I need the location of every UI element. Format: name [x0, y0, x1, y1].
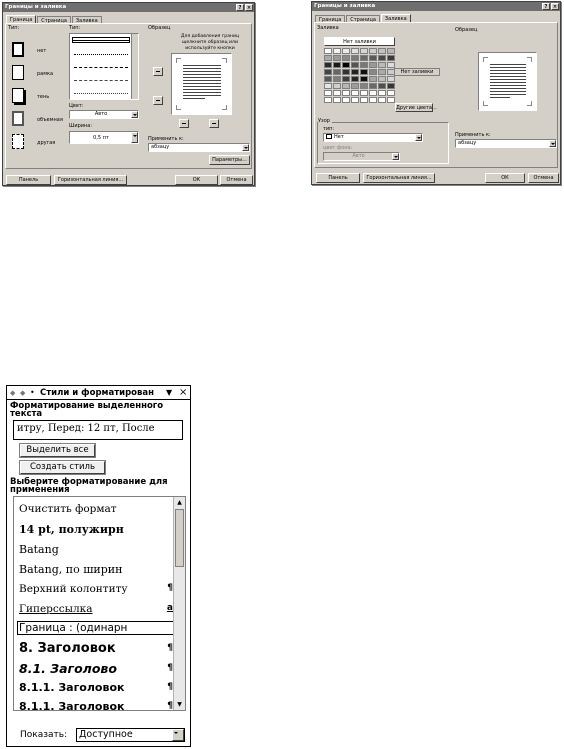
line-style-dotted[interactable]	[74, 54, 128, 55]
setting-custom-label[interactable]: другая	[37, 140, 56, 146]
chevron-down-icon[interactable]	[131, 111, 138, 118]
line-style-solid[interactable]	[72, 37, 130, 43]
cancel-button[interactable]: Отмена	[528, 173, 559, 183]
no-fill-button[interactable]: Нет заливки	[324, 37, 395, 46]
show-select[interactable]	[76, 728, 185, 742]
style-item-clear[interactable]: Очистить формат	[19, 503, 117, 515]
style-item-batang[interactable]: Batang	[19, 543, 59, 556]
borders-dialog-title: Границы и заливка	[5, 4, 67, 10]
style-item-header[interactable]: Верхний колонтиту	[19, 583, 128, 595]
selected-format-box[interactable]	[13, 420, 183, 440]
color-select-value: Авто	[94, 111, 108, 117]
tab-shading[interactable]: Заливка	[72, 16, 102, 24]
setting-box-icon[interactable]	[12, 65, 24, 80]
pattern-type-label: тип:	[323, 126, 335, 132]
width-select[interactable]	[69, 131, 139, 144]
chevron-down-icon	[392, 153, 399, 160]
preview-text-lines	[183, 65, 221, 101]
chevron-down-icon[interactable]	[415, 134, 422, 141]
ok-button[interactable]: ОК	[175, 175, 218, 185]
chevron-down-icon[interactable]	[131, 132, 138, 143]
line-style-scrollbar[interactable]	[131, 34, 138, 99]
setting-custom-icon[interactable]	[12, 134, 24, 149]
apply-to-label: Применить к:	[148, 136, 184, 142]
toolbar-button[interactable]: Панель	[316, 173, 360, 183]
style-item-border[interactable]: Граница : (одинарн	[17, 621, 175, 635]
shading-dialog-titlebar	[312, 2, 560, 11]
preview-corner-br	[527, 101, 532, 106]
horizontal-line-button[interactable]: Горизонтальная линия...	[363, 173, 435, 183]
close-button[interactable]: ×	[552, 4, 558, 10]
fill-color-grid[interactable]	[324, 48, 395, 103]
cancel-button[interactable]: Отмена	[220, 175, 253, 185]
style-item-heading-8[interactable]: 8. Заголовок	[19, 641, 116, 656]
color-select[interactable]	[69, 110, 139, 119]
setting-none-label[interactable]: нет	[37, 48, 47, 54]
apply-to-label: Применить к:	[455, 132, 491, 138]
style-item-heading-8-1-1-b[interactable]: 8.1.1. Заголовок	[19, 700, 125, 711]
task-pane-title: Стили и форматирован	[40, 388, 155, 398]
apply-to-value: абзацу	[151, 144, 170, 150]
pattern-type-select[interactable]	[323, 133, 423, 142]
close-button[interactable]: ×	[246, 5, 252, 11]
setting-none-icon[interactable]	[12, 42, 24, 57]
selected-format-value: итру, Перед: 12 пт, После	[17, 423, 155, 434]
preview-corner-bl	[176, 105, 181, 110]
width-label: Ширина:	[69, 123, 93, 129]
new-style-button[interactable]: Создать стиль	[20, 461, 105, 474]
scroll-thumb[interactable]	[175, 509, 184, 567]
tab-shading[interactable]: Заливка	[381, 14, 411, 23]
style-item-14pt-bold[interactable]: 14 pt, полужирн	[19, 523, 124, 536]
preview-corner-tr	[222, 58, 227, 63]
setting-3d-icon[interactable]	[12, 111, 24, 126]
scroll-down-arrow-icon[interactable]: ▼	[177, 701, 182, 708]
paragraph-mark-icon: ¶	[167, 701, 173, 711]
preview-corner-tl	[483, 57, 488, 62]
borders-dialog	[2, 2, 255, 186]
apply-to-value: абзацу	[458, 140, 477, 146]
paragraph-mark-icon: ¶	[167, 682, 173, 692]
pattern-type-value: Нет	[334, 134, 344, 140]
setting-shadow-icon[interactable]	[12, 88, 24, 103]
setting-box-label[interactable]: рамка	[37, 71, 54, 77]
chevron-down-icon[interactable]	[549, 140, 556, 147]
top-border-button[interactable]	[153, 67, 163, 76]
preview-area[interactable]	[171, 53, 232, 115]
paragraph-mark-icon: ¶	[167, 643, 173, 653]
tab-border[interactable]: Граница	[6, 15, 36, 24]
styles-scrollbar[interactable]	[173, 497, 185, 710]
preview-label: Образец	[148, 25, 171, 31]
pattern-swatch	[326, 134, 332, 139]
apply-format-heading: Выберите форматирование для применения	[10, 477, 168, 495]
chevron-down-icon[interactable]	[172, 729, 184, 741]
pattern-label: Узор	[318, 118, 330, 124]
close-icon[interactable]: ×	[179, 387, 188, 398]
bg-color-value: Авто	[352, 153, 365, 159]
paragraph-mark-icon: ¶	[167, 663, 173, 673]
preview-corner-bl	[483, 101, 488, 106]
bg-color-label: цвет фона:	[323, 145, 353, 151]
bg-color-select	[323, 152, 400, 161]
preview-corner-br	[222, 105, 227, 110]
line-style-dash-dot[interactable]	[74, 93, 128, 94]
toolbar-button[interactable]: Панель	[6, 175, 51, 185]
help-button[interactable]: ?	[542, 3, 550, 10]
shading-dialog	[311, 1, 561, 185]
pane-home-icon[interactable]: •	[30, 388, 35, 397]
preview-hint: Для добавления границ щелкните образец или используйте кнопки	[180, 34, 240, 51]
chevron-down-icon[interactable]	[242, 144, 249, 151]
style-type-label: Тип:	[69, 25, 81, 31]
preview-label: Образец	[455, 27, 478, 33]
back-arrow-icon[interactable]: ◆	[10, 389, 16, 397]
preview-corner-tr	[527, 57, 532, 62]
setting-3d-label[interactable]: объемная	[37, 117, 63, 123]
more-colors-button[interactable]: Другие цвета...	[396, 105, 437, 111]
setting-shadow-label[interactable]: тень	[37, 94, 50, 100]
style-item-heading-8-1-1-a[interactable]: 8.1.1. Заголовок	[19, 681, 125, 694]
setting-type-label: Тип:	[8, 25, 20, 31]
preview-text-lines	[490, 64, 526, 100]
style-item-batang-justify[interactable]: Batang, по ширин	[19, 563, 123, 576]
character-mark-icon: a	[166, 603, 173, 613]
forward-arrow-icon[interactable]: ◆	[20, 389, 26, 397]
line-style-dashed-small[interactable]	[74, 67, 128, 68]
no-fill-display: Нет заливки	[394, 68, 440, 76]
scroll-up-arrow-icon[interactable]: ▲	[177, 499, 182, 506]
pane-menu-icon[interactable]: ▼	[166, 388, 173, 397]
styles-list[interactable]	[13, 496, 186, 711]
show-select-value: Доступное	[79, 729, 133, 740]
left-border-button[interactable]	[179, 119, 189, 128]
color-label: Цвет:	[69, 103, 84, 109]
bottom-border-button[interactable]	[153, 96, 163, 105]
select-all-button[interactable]: Выделить все	[20, 444, 95, 457]
shading-preview-area	[478, 52, 537, 111]
borders-dialog-titlebar	[3, 3, 254, 12]
apply-to-select[interactable]	[148, 143, 250, 152]
preview-corner-tl	[176, 58, 181, 63]
fill-label: Заливка	[317, 25, 339, 31]
style-item-heading-8-1[interactable]: 8.1. Заголово	[19, 661, 117, 676]
task-pane-titlebar	[7, 386, 190, 400]
style-item-hyperlink[interactable]: Гиперссылка	[19, 603, 93, 615]
ok-button[interactable]: ОК	[485, 173, 525, 183]
line-style-dashed[interactable]	[74, 80, 128, 81]
width-select-value: 0,5 пт	[93, 135, 109, 141]
horizontal-line-button[interactable]: Горизонтальная линия...	[54, 175, 127, 185]
tab-page[interactable]: Страница	[37, 16, 71, 24]
paragraph-mark-icon: ¶	[167, 583, 173, 593]
selected-text-heading: Форматирование выделенного текста	[10, 401, 164, 419]
options-button[interactable]: Параметры...	[209, 155, 250, 165]
apply-to-select[interactable]	[455, 139, 557, 148]
show-label: Показать:	[20, 730, 68, 740]
tab-border[interactable]: Граница	[315, 15, 345, 23]
shading-dialog-title: Границы и заливка	[314, 3, 376, 9]
tab-page[interactable]: Страница	[346, 15, 380, 23]
right-border-button[interactable]	[209, 119, 219, 128]
help-button[interactable]: ?	[236, 4, 244, 11]
line-style-list[interactable]	[69, 33, 139, 100]
